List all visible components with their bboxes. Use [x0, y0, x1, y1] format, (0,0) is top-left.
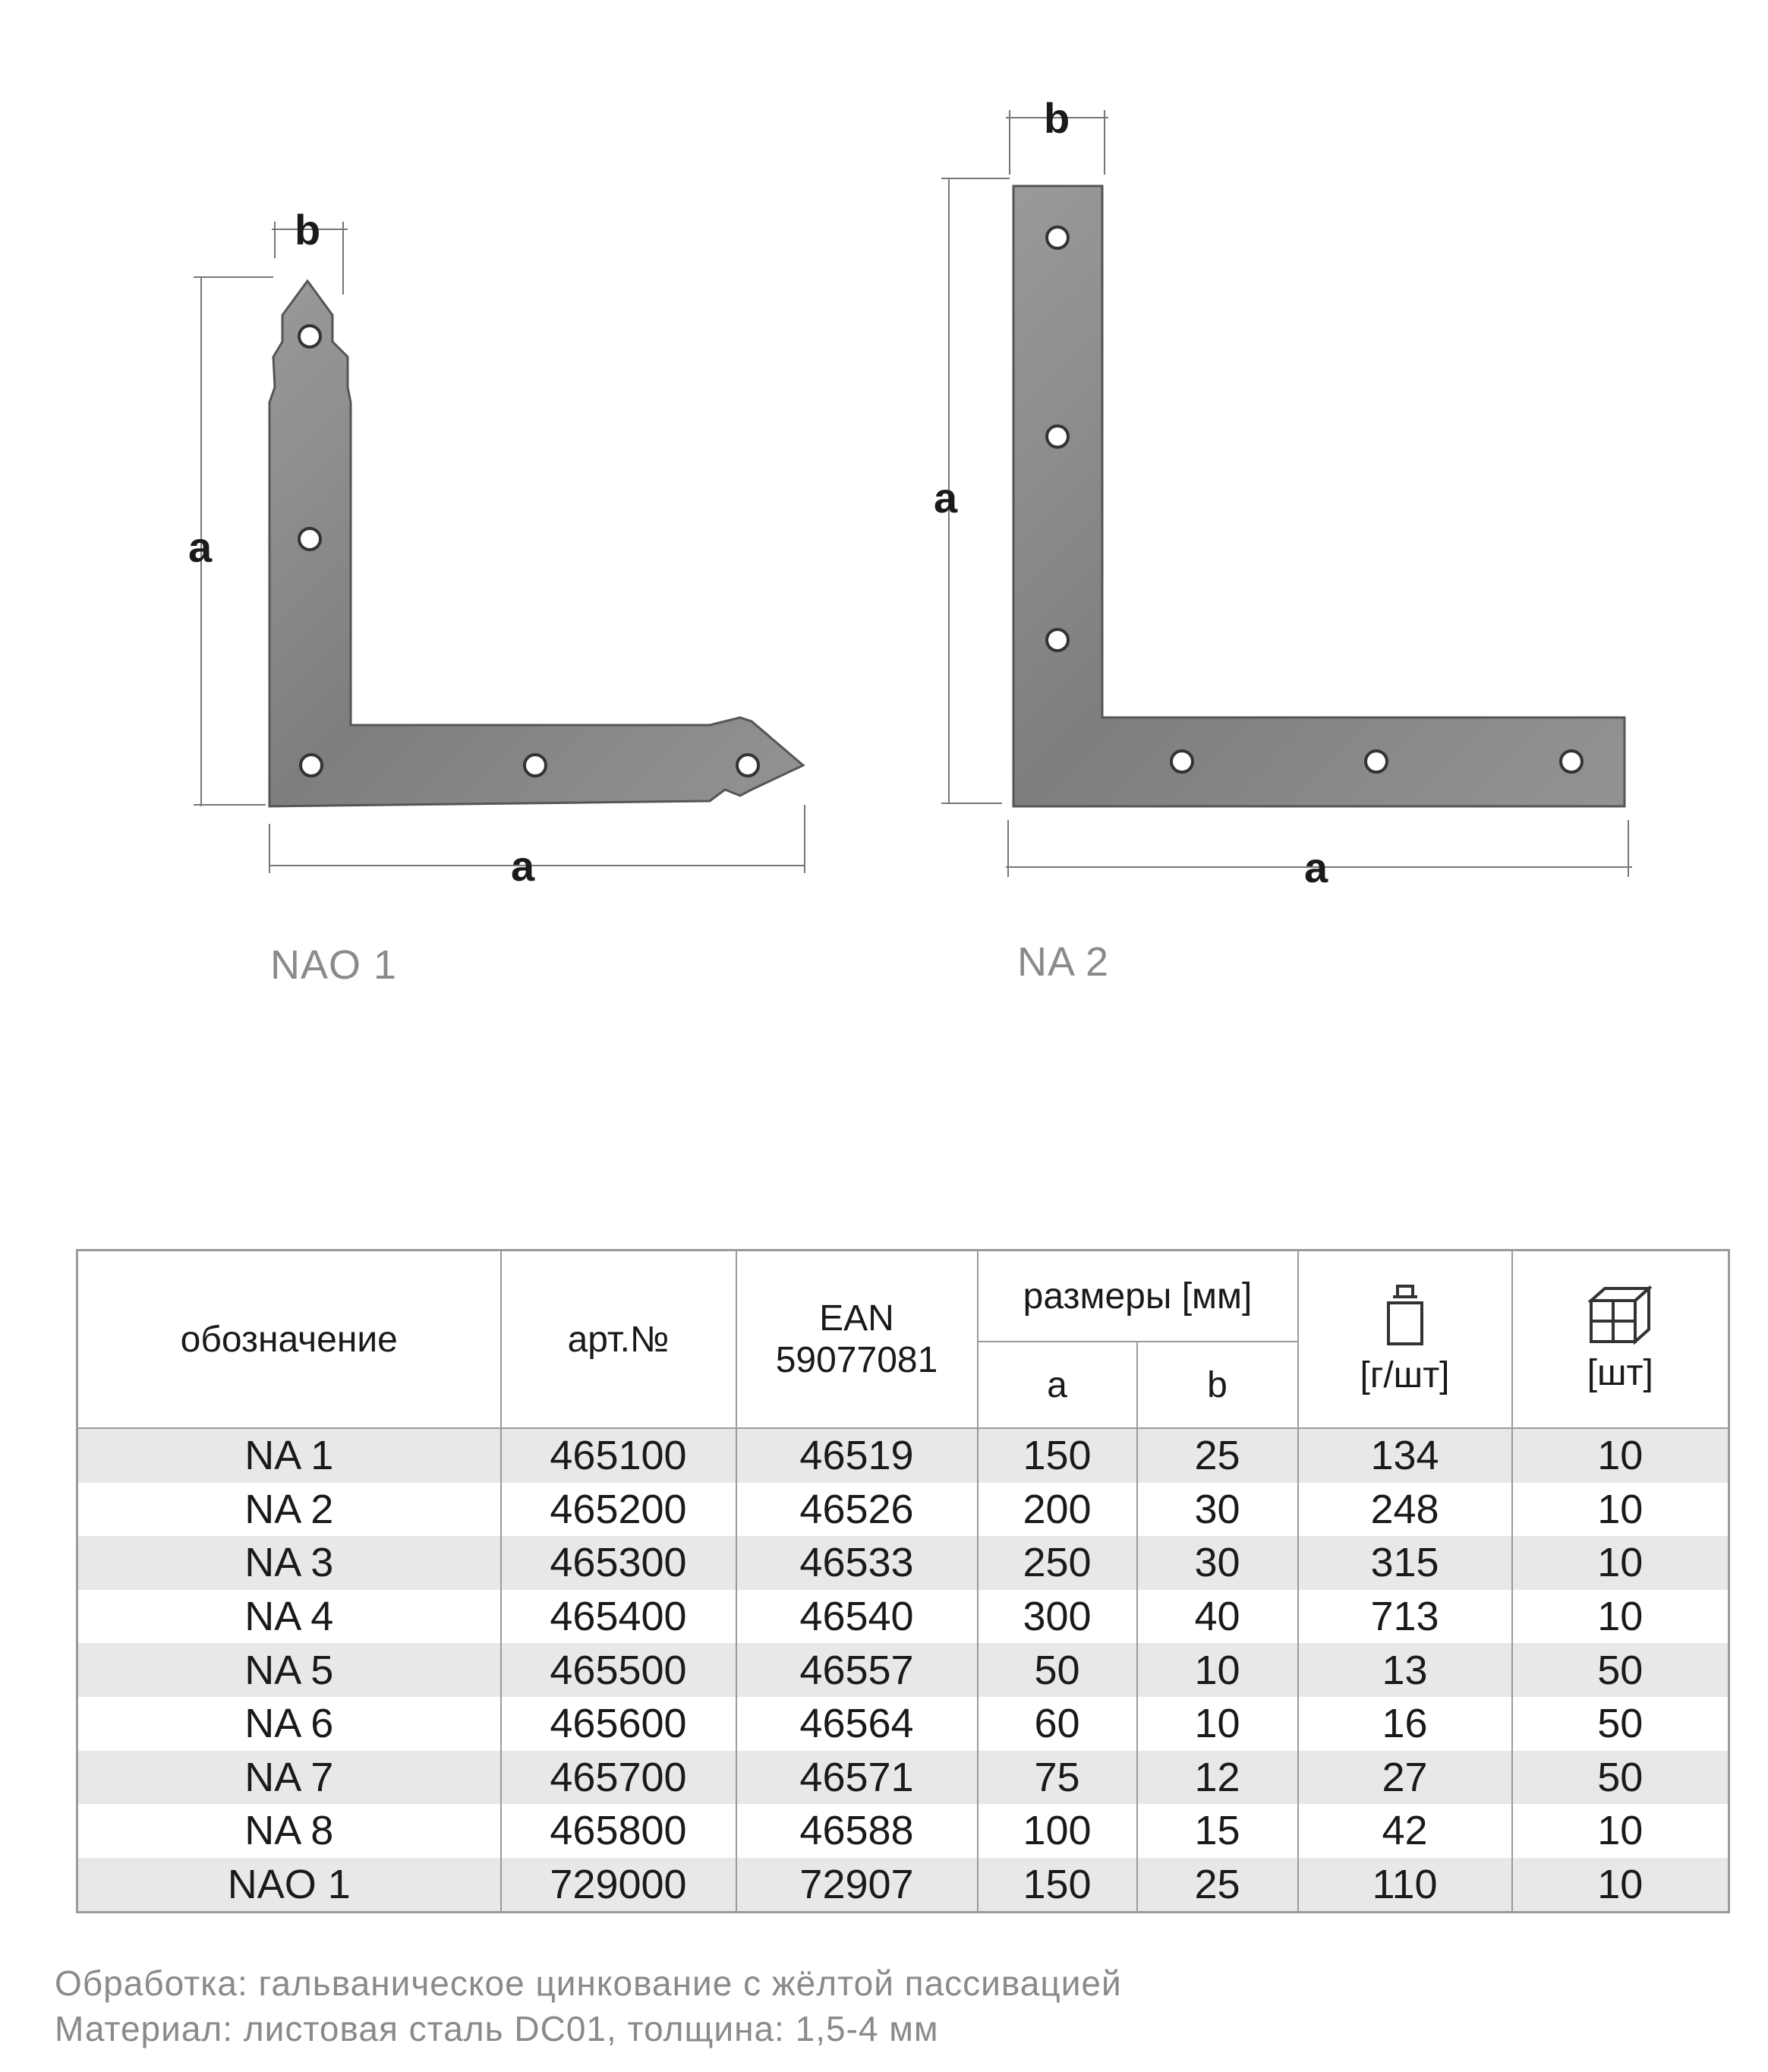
cell-ean: 72907	[736, 1858, 978, 1913]
cell-a: 300	[978, 1590, 1137, 1644]
note-material: Материал: листовая сталь DC01, толщина: 1,5-4 мм	[55, 2009, 939, 2048]
cell-pack: 50	[1512, 1697, 1729, 1751]
cell-name: NA 5	[77, 1643, 501, 1697]
cell-weight: 134	[1298, 1428, 1512, 1483]
cell-pack: 10	[1512, 1536, 1729, 1590]
cell-ean: 46588	[736, 1804, 978, 1858]
cell-weight: 16	[1298, 1697, 1512, 1751]
cell-art: 465800	[501, 1804, 736, 1858]
na2-dim-b: b	[1044, 94, 1070, 142]
cell-pack: 10	[1512, 1428, 1729, 1483]
cell-art: 465300	[501, 1536, 736, 1590]
na2-dim-a-horizontal: a	[1304, 844, 1328, 891]
product-drawings	[0, 0, 1768, 1025]
table-row	[77, 1804, 1729, 1858]
cell-weight: 315	[1298, 1536, 1512, 1590]
cell-a: 150	[978, 1428, 1137, 1483]
cell-b: 10	[1137, 1697, 1298, 1751]
cell-pack: 10	[1512, 1483, 1729, 1537]
cell-name: NA 8	[77, 1804, 501, 1858]
box-icon	[1588, 1285, 1652, 1345]
cell-art: 465400	[501, 1590, 736, 1644]
cell-weight: 27	[1298, 1751, 1512, 1805]
cell-pack: 50	[1512, 1751, 1729, 1805]
cell-art: 465700	[501, 1751, 736, 1805]
cell-art: 465600	[501, 1697, 736, 1751]
table-row	[77, 1590, 1729, 1644]
cell-a: 75	[978, 1751, 1137, 1805]
cell-art: 465100	[501, 1428, 736, 1483]
cell-ean: 46540	[736, 1590, 978, 1644]
header-designation: обозначение	[77, 1250, 501, 1429]
header-ean	[736, 1250, 978, 1429]
cell-name: NA 6	[77, 1697, 501, 1751]
note-finish: Обработка: гальваническое цинкование с жёлтой пассивацией	[55, 1963, 1122, 2003]
table-row	[77, 1483, 1729, 1537]
header-pack	[1512, 1250, 1729, 1429]
table-row	[77, 1428, 1729, 1483]
cell-weight: 13	[1298, 1643, 1512, 1697]
header-dimensions: размеры [мм]	[978, 1250, 1298, 1342]
header-dim-b: b	[1137, 1342, 1298, 1428]
cell-art: 729000	[501, 1858, 736, 1913]
na2-bracket	[1013, 186, 1625, 806]
cell-pack: 50	[1512, 1643, 1729, 1697]
cell-art: 465500	[501, 1643, 736, 1697]
cell-name: NA 1	[77, 1428, 501, 1483]
cell-b: 12	[1137, 1751, 1298, 1805]
cell-name: NA 4	[77, 1590, 501, 1644]
na2-drawing	[934, 94, 1632, 891]
cell-weight: 713	[1298, 1590, 1512, 1644]
nao1-dim-a-vertical: a	[188, 523, 213, 571]
cell-weight: 110	[1298, 1858, 1512, 1913]
cell-name: NA 2	[77, 1483, 501, 1537]
header-pack-unit: [шт]	[1587, 1352, 1653, 1393]
cell-name: NA 7	[77, 1751, 501, 1805]
cell-pack: 10	[1512, 1858, 1729, 1913]
cell-b: 30	[1137, 1536, 1298, 1590]
nao1-dim-b: b	[295, 206, 321, 254]
weight-icon	[1384, 1283, 1426, 1347]
cell-pack: 10	[1512, 1804, 1729, 1858]
na2-dim-a-vertical: a	[934, 474, 958, 522]
cell-ean: 46571	[736, 1751, 978, 1805]
table-row	[77, 1536, 1729, 1590]
cell-ean: 46564	[736, 1697, 978, 1751]
cell-b: 10	[1137, 1643, 1298, 1697]
cell-a: 100	[978, 1804, 1137, 1858]
table-row	[77, 1697, 1729, 1751]
cell-name: NAO 1	[77, 1858, 501, 1913]
header-ean-line2: 59077081	[775, 1340, 938, 1380]
cell-a: 150	[978, 1858, 1137, 1913]
cell-name: NA 3	[77, 1536, 501, 1590]
header-dim-a: a	[978, 1342, 1137, 1428]
cell-b: 15	[1137, 1804, 1298, 1858]
cell-ean: 46526	[736, 1483, 978, 1537]
cell-weight: 42	[1298, 1804, 1512, 1858]
nao1-bracket	[269, 281, 803, 806]
cell-a: 200	[978, 1483, 1137, 1537]
cell-b: 25	[1137, 1858, 1298, 1913]
cell-a: 60	[978, 1697, 1137, 1751]
nao1-dim-a-horizontal: a	[511, 842, 535, 890]
cell-b: 30	[1137, 1483, 1298, 1537]
header-ean-line1: EAN	[819, 1298, 894, 1339]
cell-weight: 248	[1298, 1483, 1512, 1537]
cell-pack: 10	[1512, 1590, 1729, 1644]
cell-b: 25	[1137, 1428, 1298, 1483]
cell-art: 465200	[501, 1483, 736, 1537]
header-weight-unit: [г/шт]	[1360, 1355, 1450, 1396]
header-weight	[1298, 1250, 1512, 1429]
cell-a: 250	[978, 1536, 1137, 1590]
caption-nao1: NAO 1	[270, 942, 398, 988]
cell-ean: 46519	[736, 1428, 978, 1483]
table-row	[77, 1751, 1729, 1805]
table-row	[77, 1643, 1729, 1697]
cell-ean: 46557	[736, 1643, 978, 1697]
caption-na2: NA 2	[1017, 939, 1110, 985]
header-art-no: арт.№	[501, 1250, 736, 1429]
cell-b: 40	[1137, 1590, 1298, 1644]
spec-table	[76, 1249, 1730, 1913]
cell-ean: 46533	[736, 1536, 978, 1590]
nao1-drawing	[188, 206, 805, 890]
table-row	[77, 1858, 1729, 1913]
cell-a: 50	[978, 1643, 1137, 1697]
